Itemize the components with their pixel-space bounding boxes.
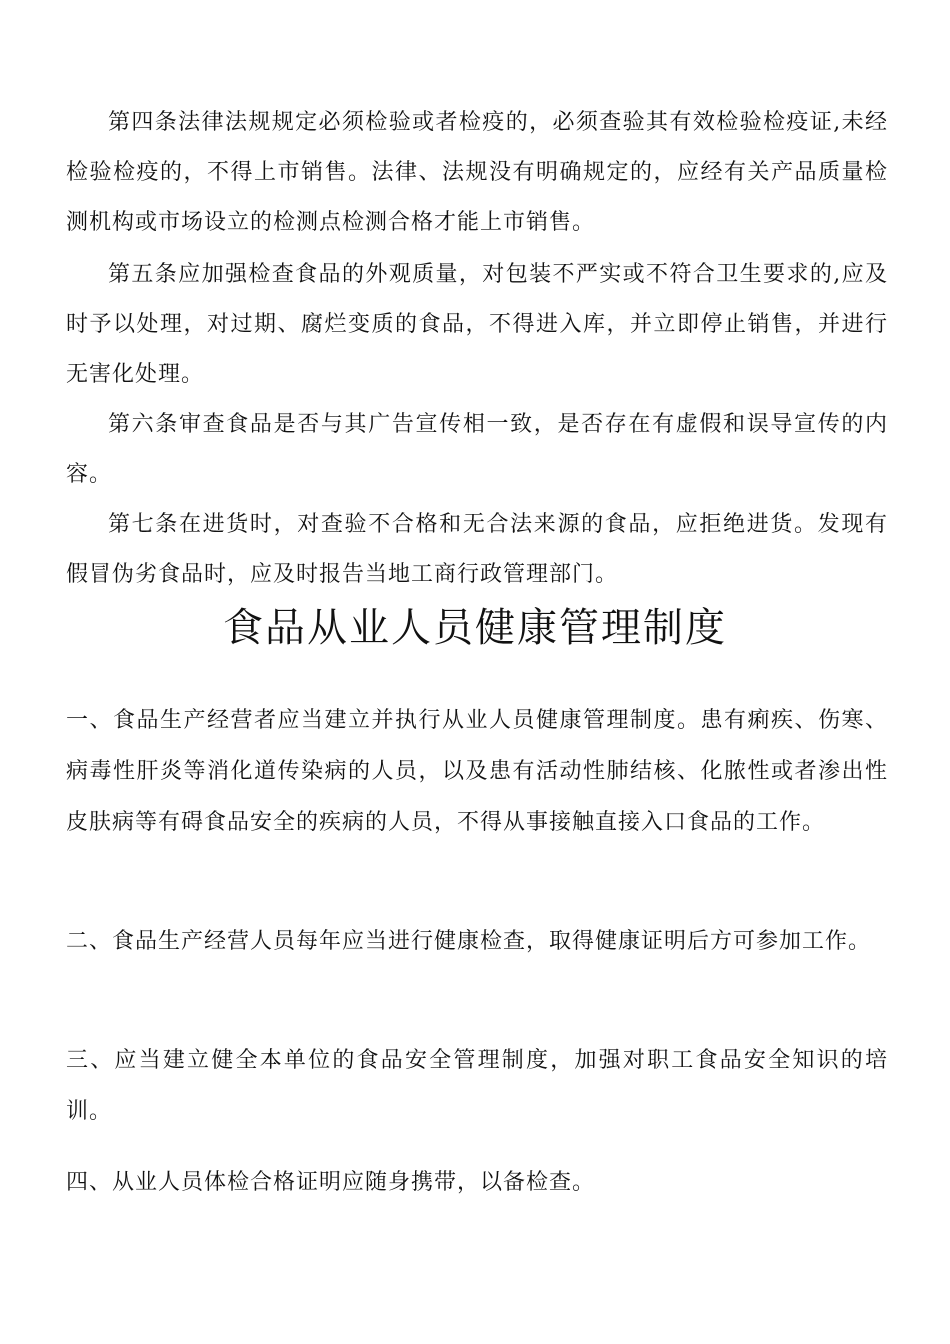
article-4: 第四条法律法规规定必须检验或者检疫的，必须查验其有效检验检疫证,未经检验检疫的，不得上市销售。法律、法规没有明确规定的，应经有关产品质量检测机构或市场设立的检测点检测合格才能上市销售。 <box>66 110 888 235</box>
article-5: 第五条应加强检查食品的外观质量，对包装不严实或不符合卫生要求的,应及时予以处理，对过期、腐烂变质的食品，不得进入库，并立即停止销售，并进行无害化处理。 <box>66 262 888 387</box>
section-title: 食品从业人员健康管理制度 <box>223 605 727 651</box>
section-item-2: 二、食品生产经营人员每年应当进行健康检查，取得健康证明后方可参加工作。 <box>66 929 872 954</box>
article-6: 第六条审查食品是否与其广告宣传相一致，是否存在有虚假和误导宣传的内容。 <box>66 412 888 487</box>
section-item-3: 三、应当建立健全本单位的食品安全管理制度，加强对职工食品安全知识的培训。 <box>66 1048 888 1124</box>
section-item-4: 四、从业人员体检合格证明应随身携带，以备检查。 <box>66 1170 596 1195</box>
article-7: 第七条在进货时，对查验不合格和无合法来源的食品，应拒绝进货。发现有假冒伪劣食品时，应及时报告当地工商行政管理部门。 <box>66 512 888 587</box>
section-item-1: 一、食品生产经营者应当建立并执行从业人员健康管理制度。患有痢疾、伤寒、病毒性肝炎等消化道传染病的人员，以及患有活动性肺结核、化脓性或者渗出性皮肤病等有碍食品安全的疾病的人员，不得从事接触直接入口食品的工作。 <box>66 708 888 835</box>
